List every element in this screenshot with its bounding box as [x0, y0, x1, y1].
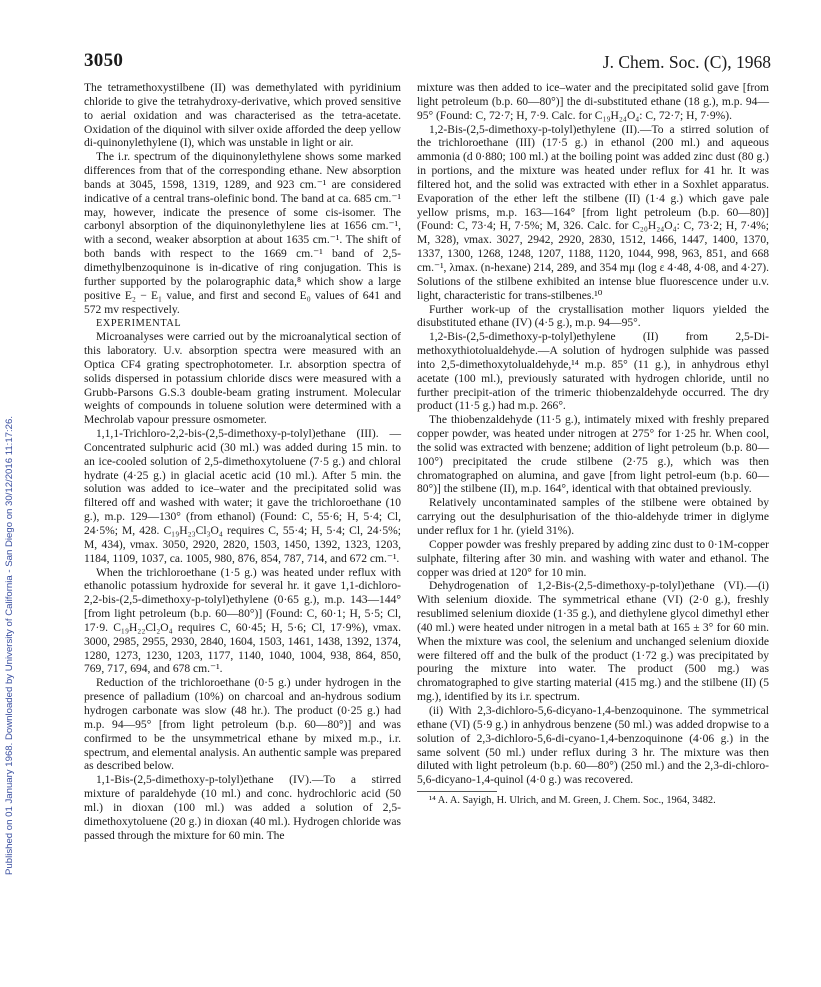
download-note: Published on 01 January 1968. Downloaded by University of California - San Diego on 30/12/2016 11:17:26.: [4, 415, 15, 875]
footnote: ¹⁴ A. A. Sayigh, H. Ulrich, and M. Green, J. Chem. Soc., 1964, 3482.: [429, 795, 716, 807]
paragraph: The i.r. spectrum of the diquinonylethylene shows some marked differences from that of the corresponding ethane. New absorption bands at 3045, 1598, 1319, 1289, and 923 cm.⁻¹ are considered indicative of a central trans-olefinic bond. The band at ca. 685 cm.⁻¹ may, however, indicate the presence of some cis-isomer. The carbonyl absorption of the diquinonylethylene lies at 1656 cm.⁻¹, with a second, weaker absorption at about 1635 cm.⁻¹. The shift of both bands with respect to the 1669 cm.⁻¹ band of 2,5-dimethylbenzoquinone is in-dicative of ring conjugation. This is further supported by the polarographic data,⁸ which show a large positive E₂ − E₁ value, and first and second E₀ values of 641 and 572 mv respectively.: [84, 151, 401, 316]
paragraph: When the trichloroethane (1·5 g.) was heated under reflux with ethanolic potassium hydroxide for several hr. it gave 1,1-dichloro-2,2-bis-(2,5-dimethoxy-p-tolyl)ethylene (0·65 g.), m.p. 143—144° [from light petroleum (b.p. 60—80°)] (Found: C, 60·1; H, 5·5; Cl, 17·9. C₁₉H₂₂Cl₂O₄ requires C, 60·45; H, 5·6; Cl, 17·9%), νmax. 3000, 2985, 2955, 2930, 2840, 1604, 1503, 1461, 1438, 1392, 1374, 1280, 1273, 1230, 1203, 1177, 1140, 1040, 1004, 938, 864, 850, 769, 717, 694, and 678 cm.⁻¹.: [84, 566, 401, 676]
paragraph: mixture was then added to ice–water and the precipitated solid gave [from light petroleum (b.p. 60—80°)] the di-substituted ethane (18 g.), m.p. 94—95° (Found: C, 72·7; H, 7·9. Calc. for C₁₉H₂₄O₄: C, 72·7; H, 7·9%).: [417, 82, 769, 122]
paragraph: 1,1-Bis-(2,5-dimethoxy-p-tolyl)ethane (IV).—To a stirred mixture of paraldehyde (10 ml.) and conc. hydrochloric acid (50 ml.) in dioxan (100 ml.) was added a solution of 2,5-dimethoxytoluene (20 g.) in dioxan (40 ml.). Hydrogen chloride was passed through the mixture for 60 min. The: [84, 774, 401, 842]
journal-citation: J. Chem. Soc. (C), 1968: [602, 52, 771, 72]
paragraph: 1,2-Bis-(2,5-dimethoxy-p-tolyl)ethylene (II) from 2,5-Di-methoxythiotolualdehyde.—A solution of hydrogen sulphide was passed into 2,5-dimethoxytolualdehyde,¹⁴ m.p. 85° (11 g.), in anhydrous ethyl acetate (100 ml.), previously saturated with hydrogen chloride, until no further precipit-ation of the trimeric thiobenzaldehyde occurred. The dry product (11·5 g.) had m.p. 266°.: [417, 331, 769, 413]
paragraph: 1,1,1-Trichloro-2,2-bis-(2,5-dimethoxy-p-tolyl)ethane (III). —Concentrated sulphuric acid (30 ml.) was added during 15 min. to an ice-cooled solution of 2,5-dimethoxytoluene (7·5 g.) and chloral hydrate (4·25 g.) in glacial acetic acid (10 ml.). After 5 min. the solution was added to ice–water and the precipitated solid was filtered off and washed with water; it gave the trichloroethane (10 g.), m.p. 129—130° (from ethanol) (Found: C, 55·6; H, 5·4; Cl, 24·5%; M, 428. C₁₉H₂₃Cl₃O₄ requires C, 55·4; H, 5·4; Cl, 24·5%; M, 434), νmax. 3050, 2920, 2820, 1503, 1450, 1392, 1323, 1203, 1184, 1109, 1037, ca. 1005, 980, 876, 854, 787, 714, and 672 cm.⁻¹.: [84, 428, 401, 565]
paragraph: Copper powder was freshly prepared by adding zinc dust to 0·1M-copper sulphate, filtering after 30 min. and washing with water and ethanol. The copper was dried at 120° for 10 min.: [417, 538, 769, 579]
paragraph: The tetramethoxystilbene (II) was demethylated with pyridinium chloride to give the tetrahydroxy-derivative, which proved sensitive to aerial oxidation and was characterised as the tetra-acetate. Oxidation of the diquinol with silver oxide afforded the deep yellow di-quinonylethylene (I), which was unstable in light or air.: [84, 82, 401, 150]
section-heading: EXPERIMENTAL: [96, 318, 182, 330]
footnote-rule: [417, 791, 497, 792]
paragraph: Dehydrogenation of 1,2-Bis-(2,5-dimethoxy-p-tolyl)ethane (VI).—(i) With selenium dioxide. The symmetrical ethane (VI) (2·0 g.), freshly resublimed selenium dioxide (1·35 g.), and diethylene glycol dimethyl ether (40 ml.) were heated under nitrogen in a metal bath at 165 ± 3° for 60 min. When the mixture was cool, the selenium and unchanged selenium dioxide were filtered off and the bulk of the product (1·72 g.) was precipitated by pouring the mixture into water. The product (500 mg.) was chromatographed to give starting material (415 mg.) and the stilbene (II) (5 mg.), identified by its i.r. spectrum.: [417, 580, 769, 704]
paragraph: Microanalyses were carried out by the microanalytical section of this laboratory. U.v. absorption spectra were measured with an Optica CF4 grating spectrophotometer. I.r. absorption spectra of solids dispersed in potassium chloride discs were measured with a Grubb-Parsons G.S.3 double-beam grating instrument. Molecular weights of compounds in toluene solution were determined with a Mechrolab vapour pressure osmometer.: [84, 331, 401, 427]
page-number: 3050: [84, 50, 124, 71]
paragraph: (ii) With 2,3-dichloro-5,6-dicyano-1,4-benzoquinone. The symmetrical ethane (VI) (5·9 g.) in anhydrous benzene (50 ml.) was added dropwise to a solution of 2,3-dichloro-5,6-di-cyano-1,4-benzoquinone (4·06 g.) in the same solvent (50 ml.) under reflux during 3 hr. The mixture was then diluted with light petroleum (b.p. 60—80°) (250 ml.) and the 2,3-di-chloro-5,6-dicyano-1,4-quinol (4·0 g.) was recovered.: [417, 704, 769, 787]
download-watermark: [2, 115, 16, 875]
paragraph: The thiobenzaldehyde (11·5 g.), intimately mixed with freshly prepared copper powder, was heated under nitrogen at 275° for 1·25 hr. When cool, the solid was extracted with benzene; addition of light petroleum (b.p. 80—100°) precipitated the crude stilbene (2·75 g.), which was then chromatographed on alumina, and gave [from light petrol-eum (b.p. 60—80°)] the stilbene (II), m.p. 164°, identical with that obtained previously.: [417, 414, 769, 496]
paragraph: 1,2-Bis-(2,5-dimethoxy-p-tolyl)ethylene (II).—To a stirred solution of the trichloroethane (III) (17·5 g.) in ethanol (200 ml.) and aqueous ammonia (d 0·880; 100 ml.) at the boiling point was added zinc dust (80 g.) in portions, and the mixture was heated under reflux for 41 hr. It was filtered hot, and the solid was extracted with ether in a Soxhlet apparatus. Evaporation of the ether left the stilbene (II) (1·4 g.) which gave pale yellow prisms, m.p. 163—164° [from light petroleum (b.p. 60—80)] (Found: C, 73·4; H, 7·5%; M, 326. Calc. for C₂₀H₂₄O₄: C, 73·2; H, 7·4%; M, 328), νmax. 3027, 2942, 2920, 2830, 1512, 1466, 1447, 1400, 1370, 1337, 1300, 1268, 1248, 1207, 1188, 1120, 1044, 998, 963, 851, and 668 cm.⁻¹, λmax. (n-hexane) 214, 289, and 354 mμ (log ε 4·48, 4·08, and 4·27). Solutions of the stilbene exhibited an intense blue fluorescence under u.v. light, characteristic for trans-stilbenes.¹⁰: [417, 123, 769, 302]
paragraph: Further work-up of the crystallisation mother liquors yielded the disubstituted ethane (IV) (4·5 g.), m.p. 94—95°.: [417, 303, 769, 330]
paragraph: Reduction of the trichloroethane (0·5 g.) under hydrogen in the presence of palladium (10%) on charcoal and an-hydrous sodium hydrogen carbonate was slow (48 hr.). The product (0·25 g.) had m.p. 94—95° [from light petroleum (b.p. 60—80°)] and was confirmed to be the unsymmetrical ethane by mixed m.p., i.r. spectrum, and elemental analysis. An authentic sample was prepared as described below.: [84, 677, 401, 773]
paragraph: Relatively uncontaminated samples of the stilbene were obtained by carrying out the desulphurisation of the thio-aldehyde trimer in diglyme under reflux for 1 hr. (yield 31%).: [417, 497, 769, 537]
right-column: [417, 82, 769, 808]
left-column: [84, 82, 401, 843]
